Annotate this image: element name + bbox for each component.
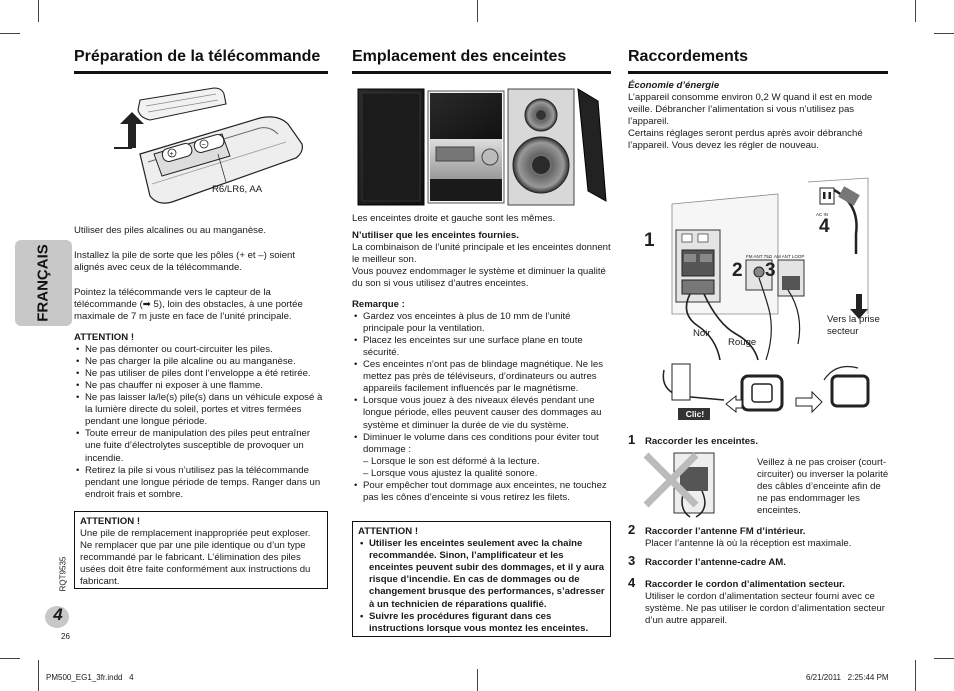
list-item: • Ne pas chauffer ni exposer à une flamme. bbox=[74, 380, 328, 392]
paragraph: Installez la pile de sorte que les pôles (+ et –) soient alignés avec ceux de la télécommande. bbox=[74, 250, 296, 274]
step-text: Placer l’antenne là où la réception est maximale. bbox=[645, 538, 852, 550]
energy-heading: Économie d’énergie bbox=[628, 80, 720, 91]
attention-box-battery bbox=[74, 511, 328, 589]
paragraph: Pointez la télécommande vers le capteur de la télécommande (➡ 5), loin des obstacles, à une portée maximale de 7 m juste en face de l’unité principale. bbox=[74, 287, 303, 323]
warning-text: Veillez à ne pas croiser (court-circuiter) ou inverser la polarité des câbles d’enceinte afin de ne pas endommager les enceintes. bbox=[757, 457, 889, 517]
svg-text:−: − bbox=[201, 142, 206, 149]
paragraph: Vous pouvez endommager le système et diminuer la qualité du son si vous utilisez d’autres enceintes. bbox=[352, 266, 606, 290]
step-number: 1 bbox=[644, 230, 655, 251]
remark-heading: Remarque : bbox=[352, 298, 405, 310]
label-black: Noir bbox=[693, 328, 711, 339]
list-item: • Pour empêcher tout dommage aux enceintes, ne touchez pas les cônes d’enceinte si vous retirez les filets. bbox=[352, 480, 611, 504]
speaker-system-photo bbox=[356, 87, 610, 207]
crop-mark bbox=[38, 0, 39, 22]
step-block bbox=[645, 526, 893, 550]
list-item: • Ne pas démonter ou court-circuiter les piles. bbox=[74, 344, 328, 356]
step-number: 2 bbox=[628, 522, 636, 537]
section-title-connections: Raccordements bbox=[628, 48, 749, 65]
step-number: 4 bbox=[628, 575, 636, 590]
list-item: • Toute erreur de manipulation des piles peut entraîner une fuite d’électrolytes susceptible de provoquer un incendie. bbox=[74, 428, 328, 464]
crop-mark bbox=[0, 33, 20, 34]
list-item: • Placez les enceintes sur une surface plane en toute sécurité. bbox=[352, 335, 611, 359]
language-label: FRANÇAIS bbox=[34, 244, 52, 322]
list-item: • Ne pas utiliser de piles dont l’enveloppe a été retirée. bbox=[74, 368, 328, 380]
section-rule bbox=[74, 71, 328, 74]
step-title: Raccorder le cordon d’alimentation secteur. bbox=[645, 579, 845, 590]
crop-mark bbox=[477, 0, 478, 22]
list-item: • Suivre les procédures figurant dans ces instructions lorsque vous montez les enceintes. bbox=[358, 611, 605, 635]
step-block bbox=[645, 579, 893, 627]
section-rule bbox=[628, 71, 888, 74]
section-title-speakers: Emplacement des enceintes bbox=[352, 48, 567, 65]
speaker-notes bbox=[352, 213, 611, 504]
step-number: 1 bbox=[628, 432, 636, 447]
crop-mark bbox=[915, 0, 916, 22]
list-item bbox=[352, 432, 611, 480]
attention-heading: ATTENTION ! bbox=[74, 331, 135, 343]
step-number: 2 bbox=[732, 260, 743, 281]
footer-file: PM500_EG1_3fr.indd 4 bbox=[46, 673, 134, 682]
footer-date: 6/21/2011 2:25:44 PM bbox=[806, 673, 889, 682]
list-item: • Retirez la pile si vous n’utilisez pas la télécommande pendant une longue période de temps. Ranger dans un endroit frais et sombre. bbox=[74, 465, 328, 501]
paragraph: L’appareil consomme environ 0,2 W quand il est en mode veille. Débrancher l’alimentation si vous n’utilisez pas l’appareil. bbox=[628, 92, 873, 128]
label-outlet: Vers la prise secteur bbox=[827, 314, 880, 338]
crop-mark bbox=[38, 660, 39, 691]
caption: Les enceintes droite et gauche sont les mêmes. bbox=[352, 213, 556, 224]
attention-heading: ATTENTION ! bbox=[358, 526, 419, 537]
label-click: Clic! bbox=[685, 409, 705, 419]
wrong-wiring-illustration bbox=[640, 449, 752, 521]
paragraph: Utiliser des piles alcalines ou au manganèse. bbox=[74, 225, 266, 236]
terminal-label: FM ANT 75Ω bbox=[746, 254, 773, 259]
subheading: N’utiliser que les enceintes fournies. bbox=[352, 230, 519, 242]
list-item: • Utiliser les enceintes seulement avec la chaîne recommandée. Sinon, l’amplificateur et les enceintes peuvent subir des dommages, et il y aura risque d’incendie. En cas de dommages ou de changement brusque des performances, s’adresser à un technicien de réparations qualifié. bbox=[358, 538, 605, 611]
list-item-text: Diminuer le volume dans ces conditions pour éviter tout dommage : bbox=[363, 431, 599, 455]
connection-diagram bbox=[628, 164, 892, 426]
list-item: • Ne pas laisser la/le(s) pile(s) dans un véhicule exposé à la lumière directe du soleil, portes et vitres fermées pendant une longue période. bbox=[74, 392, 328, 428]
step-number: 4 bbox=[819, 216, 830, 237]
step-text: Utiliser le cordon d’alimentation secteur fourni avec ce système. Ne pas utiliser le cordon d’alimentation secteur d’un autre appareil. bbox=[645, 591, 885, 627]
list-item: • Lorsque vous jouez à des niveaux élevés pendant une longue période, elles peuvent causer des dommages au système et diminuer la durée de vie du système. bbox=[352, 395, 611, 431]
sub-item: – Lorsque le son est déformé à la lecture. bbox=[363, 455, 540, 467]
label-red: Rouge bbox=[728, 337, 757, 348]
svg-text:+: + bbox=[169, 151, 174, 158]
battery-type-label: R6/LR6, AA bbox=[212, 184, 263, 195]
crop-mark bbox=[934, 33, 954, 34]
page-number-small: 26 bbox=[61, 632, 70, 641]
step-number: 3 bbox=[765, 260, 776, 281]
list-item: • Ces enceintes n’ont pas de blindage magnétique. Ne les mettez pas près de téléviseurs, d’ordinateurs ou autres appareils facilement influencés par le magnétisme. bbox=[352, 359, 611, 395]
list-item: • Gardez vos enceintes à plus de 10 mm de l’unité principale pour la ventilation. bbox=[352, 311, 611, 335]
terminal-label: AM ANT LOOP bbox=[774, 254, 805, 259]
crop-mark bbox=[0, 658, 20, 659]
section-rule bbox=[352, 71, 611, 74]
list-item: • Ne pas charger la pile alcaline ou au manganèse. bbox=[74, 356, 328, 368]
paragraph: Certains réglages seront perdus après avoir débranché l’appareil. Vous devez les régler de nouveau. bbox=[628, 128, 863, 152]
terminal-label: AC IN bbox=[816, 212, 829, 217]
crop-mark bbox=[915, 660, 916, 691]
page-number: 4 bbox=[53, 605, 63, 624]
paragraph: La combinaison de l’unité principale et les enceintes donnent le meilleur son. bbox=[352, 242, 611, 266]
step-title: Raccorder l’antenne FM d’intérieur. bbox=[645, 526, 806, 537]
remote-instructions bbox=[74, 225, 328, 501]
energy-saving bbox=[628, 80, 888, 153]
step-title: Raccorder les enceintes. bbox=[645, 436, 759, 447]
remote-battery-illustration bbox=[110, 84, 310, 208]
step-number: 3 bbox=[628, 553, 636, 568]
crop-mark bbox=[477, 669, 478, 691]
doc-code: RQT9535 bbox=[58, 556, 68, 592]
sub-item: – Lorsque vous ajustez la qualité sonore. bbox=[363, 467, 538, 479]
attention-text: Une pile de remplacement inappropriée peut exploser. Ne remplacer que par une pile identique ou d’un type recommandé par le fabricant. L’élimination des piles usées doit être faite conformément aux instructions du fabricant. bbox=[80, 528, 311, 588]
attention-heading: ATTENTION ! bbox=[80, 516, 141, 527]
attention-box-speakers bbox=[352, 521, 611, 637]
step-title: Raccorder l’antenne-cadre AM. bbox=[645, 557, 786, 568]
section-title-remote: Préparation de la télécommande bbox=[74, 48, 321, 65]
crop-mark bbox=[934, 658, 954, 659]
